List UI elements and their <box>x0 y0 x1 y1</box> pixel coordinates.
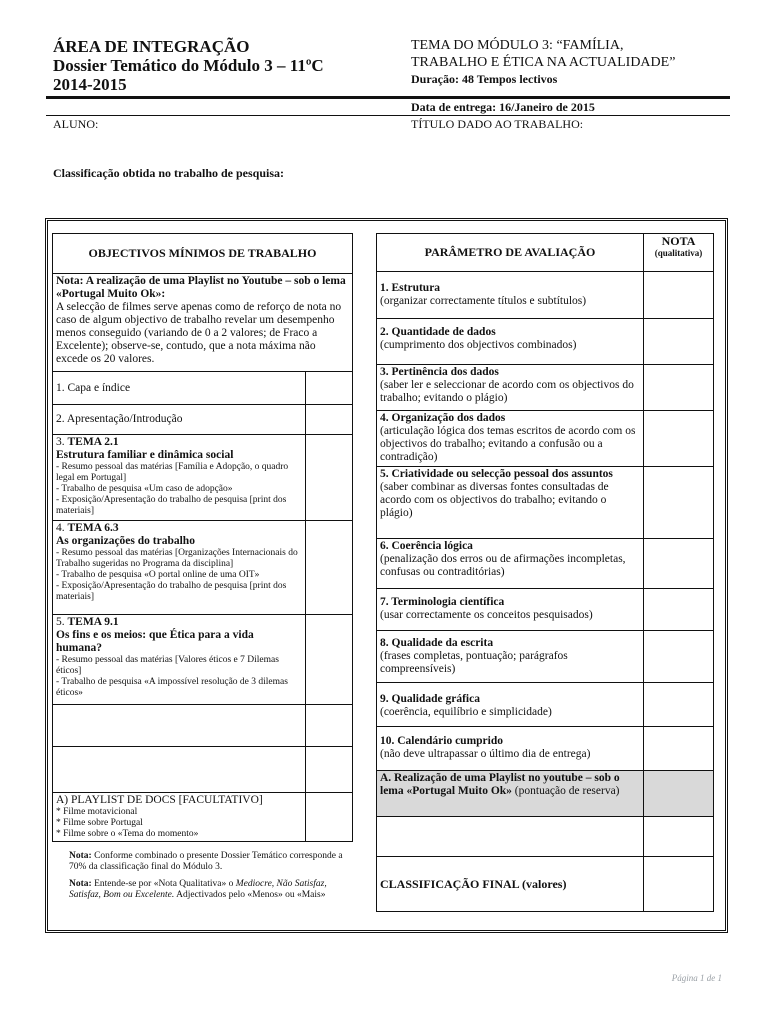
evaluation-table <box>376 233 714 912</box>
param-title: 10. Calendário cumprido <box>380 735 503 747</box>
param-empty-row <box>377 817 644 857</box>
grade-cell[interactable] <box>644 411 714 467</box>
param-desc: (organizar correctamente títulos e subtítulos) <box>380 295 587 307</box>
tema-9-1-number: 5. <box>56 616 65 628</box>
playlist-docs-item: * Filme motavicional <box>56 807 138 817</box>
note-percentage-text: Conforme combinado o presente Dossier Temático corresponde a 70% da classificação final do Módulo 3. <box>69 851 343 872</box>
playlist-note-title: Nota: A realização de uma Playlist no Youtube – sob o lema «Portugal Muito Ok»: <box>56 275 346 300</box>
objective-intro: 2. Apresentação/Introdução <box>53 405 306 435</box>
note-qualitative <box>69 879 351 901</box>
param-title: 9. Qualidade gráfica <box>380 693 480 705</box>
grade-cell[interactable] <box>644 589 714 631</box>
work-title-label: TÍTULO DADO AO TRABALHO: <box>411 117 584 131</box>
grade-cell[interactable] <box>644 467 714 539</box>
objective-empty-row <box>53 705 306 747</box>
objective-cover: 1. Capa e índice <box>53 372 306 405</box>
dossier-title: Dossier Temático do Módulo 3 – 11ºC <box>53 56 324 75</box>
school-year: 2014-2015 <box>53 75 127 94</box>
param-terminologia <box>377 589 644 631</box>
objective-cover-mark[interactable] <box>306 372 353 405</box>
playlist-docs-mark[interactable] <box>306 793 353 842</box>
tema-2-1-line: - Trabalho de pesquisa «Um caso de adopção» <box>56 484 233 494</box>
grade-cell[interactable] <box>644 631 714 683</box>
tema-2-1-line: - Resumo pessoal das matérias [Família e Adopção, o quadro legal em Portugal] <box>56 462 289 483</box>
objective-intro-mark[interactable] <box>306 405 353 435</box>
grade-cell[interactable] <box>644 539 714 589</box>
playlist-docs-item: * Filme sobre Portugal <box>56 818 143 828</box>
param-desc: (não deve ultrapassar o último dia de entrega) <box>380 748 591 760</box>
objectives-header: OBJECTIVOS MÍNIMOS DE TRABALHO <box>53 234 353 274</box>
note-qualitative-scale: Mediocre, Não Satisfaz, Satisfaz, Bom ou Excelente. <box>69 879 327 900</box>
objective-tema-6-3-mark[interactable] <box>306 521 353 615</box>
param-playlist <box>377 771 644 817</box>
tema-6-3-line: - Resumo pessoal das matérias [Organizações Internacionais do Trabalho sugeridas no Programa da disciplina] <box>56 548 298 569</box>
objective-tema-6-3 <box>53 521 306 615</box>
tema-6-3-line: - Trabalho de pesquisa «O portal online de uma OIT» <box>56 570 260 580</box>
param-desc: (coerência, equilíbrio e simplicidade) <box>380 706 552 718</box>
param-desc: (saber combinar as diversas fontes consultadas de acordo com os objectivos do trabalho; evitando o plágio) <box>380 481 609 519</box>
nota-subtitle: (qualitativa) <box>654 248 703 258</box>
objective-empty-row <box>53 747 306 793</box>
playlist-docs <box>53 793 306 842</box>
tema-9-1-title: TEMA 9.1 <box>67 616 119 628</box>
objective-tema-2-1-mark[interactable] <box>306 435 353 521</box>
param-playlist-desc: (pontuação de reserva) <box>514 785 620 797</box>
param-playlist-title: A. Realização de uma Playlist no youtube – sob o lema «Portugal Muito Ok» <box>380 772 620 797</box>
student-label: ALUNO: <box>53 117 99 131</box>
param-title: 6. Coerência lógica <box>380 540 473 552</box>
playlist-docs-item: * Filme sobre o «Tema do momento» <box>56 829 199 839</box>
tema-9-1-subtitle: Os fins e os meios: que Ética para a vida humana? <box>56 629 254 654</box>
final-grade-cell[interactable] <box>644 857 714 912</box>
grade-cell[interactable] <box>644 272 714 319</box>
tema-2-1-subtitle: Estrutura familiar e dinâmica social <box>56 449 234 461</box>
tema-6-3-line: - Exposição/Apresentação do trabalho de pesquisa [print dos materiais] <box>56 581 287 602</box>
playlist-note <box>53 274 353 372</box>
note-label: Nota: <box>69 851 92 861</box>
nota-header <box>644 234 714 272</box>
param-organizacao <box>377 411 644 467</box>
delivery-date: Data de entrega: 16/Janeiro de 2015 <box>411 100 595 114</box>
param-title: 8. Qualidade da escrita <box>380 637 494 649</box>
grade-cell[interactable] <box>644 727 714 771</box>
param-estrutura <box>377 272 644 319</box>
param-desc: (saber ler e seleccionar de acordo com os objectivos do trabalho; evitando o plágio) <box>380 379 634 404</box>
grade-cell[interactable] <box>644 683 714 727</box>
param-title: 3. Pertinência dos dados <box>380 366 499 378</box>
grade-cell[interactable] <box>644 319 714 365</box>
param-title: 5. Criatividade ou selecção pessoal dos assuntos <box>380 468 613 480</box>
final-classification: CLASSIFICAÇÃO FINAL (valores) <box>377 857 644 912</box>
header-divider <box>46 96 730 99</box>
page-number: Página 1 de 1 <box>671 973 722 983</box>
note-label: Nota: <box>69 879 92 889</box>
evaluation-header: PARÂMETRO DE AVALIAÇÃO <box>377 234 644 272</box>
grade-cell[interactable] <box>644 817 714 857</box>
note-percentage <box>69 851 351 873</box>
note-qualitative-text: Entende-se por «Nota Qualitativa» o <box>94 879 234 889</box>
tema-6-3-number: 4. <box>56 522 65 534</box>
module-theme-line1: TEMA DO MÓDULO 3: “FAMÍLIA, <box>411 38 624 53</box>
objective-empty-mark[interactable] <box>306 747 353 793</box>
objective-tema-2-1 <box>53 435 306 521</box>
param-desc: (frases completas, pontuação; parágrafos compreensíveis) <box>380 650 568 675</box>
objectives-table <box>52 233 353 842</box>
param-desc: (penalização dos erros ou de afirmações incompletas, confusas ou contraditórias) <box>380 553 626 578</box>
module-theme-line2: TRABALHO E ÉTICA NA ACTUALIDADE” <box>411 55 676 70</box>
playlist-note-text: A selecção de filmes serve apenas como de reforço de nota no caso de algum objectivo de trabalho revelar um desempenho menos conseguido (variando de 0 a 2 valores; de Fraco a Excelente); observe-se, contudo, que a nota máxima não excede os 20 valores. <box>56 301 342 365</box>
param-title: 1. Estrutura <box>380 282 441 294</box>
grade-cell[interactable] <box>644 771 714 817</box>
param-quantidade <box>377 319 644 365</box>
document-title-block <box>53 37 324 94</box>
module-theme-block <box>411 37 675 88</box>
tema-9-1-line: - Trabalho de pesquisa «A impossível resolução de 3 dilemas éticos» <box>56 677 288 698</box>
param-criatividade <box>377 467 644 539</box>
param-desc: (articulação lógica dos temas escritos de acordo com os objectivos do trabalho; evitando a confusão ou a contradição) <box>380 425 636 463</box>
notes-block <box>69 851 351 901</box>
tema-9-1-line: - Resumo pessoal das matérias [Valores éticos e 7 Dilemas éticos] <box>56 655 279 676</box>
tema-2-1-number: 3. <box>56 436 65 448</box>
param-calendario <box>377 727 644 771</box>
date-divider <box>46 115 730 116</box>
param-pertinencia <box>377 365 644 411</box>
param-coerencia <box>377 539 644 589</box>
classification-label: Classificação obtida no trabalho de pesquisa: <box>53 166 285 180</box>
grade-cell[interactable] <box>644 365 714 411</box>
objective-tema-9-1 <box>53 615 306 705</box>
playlist-docs-title: A) PLAYLIST DE DOCS [FACULTATIVO] <box>56 794 263 806</box>
objective-tema-9-1-mark[interactable] <box>306 615 353 705</box>
duration: Duração: 48 Tempos lectivos <box>411 72 558 86</box>
param-title: 7. Terminologia científica <box>380 596 505 608</box>
nota-title: NOTA <box>661 234 696 248</box>
note-qualitative-modifiers: Adjectivados pelo «Menos» ou «Mais» <box>176 890 326 900</box>
tema-6-3-title: TEMA 6.3 <box>67 522 119 534</box>
tema-2-1-line: - Exposição/Apresentação do trabalho de pesquisa [print dos materiais] <box>56 495 287 516</box>
param-desc: (cumprimento dos objectivos combinados) <box>380 339 577 351</box>
area-title: ÁREA DE INTEGRAÇÃO <box>53 37 250 56</box>
param-desc: (usar correctamente os conceitos pesquisados) <box>380 609 593 621</box>
tema-2-1-title: TEMA 2.1 <box>67 436 119 448</box>
param-grafica <box>377 683 644 727</box>
tema-6-3-subtitle: As organizações do trabalho <box>56 535 195 547</box>
objective-empty-mark[interactable] <box>306 705 353 747</box>
param-title: 4. Organização dos dados <box>380 412 506 424</box>
param-escrita <box>377 631 644 683</box>
param-title: 2. Quantidade de dados <box>380 326 496 338</box>
